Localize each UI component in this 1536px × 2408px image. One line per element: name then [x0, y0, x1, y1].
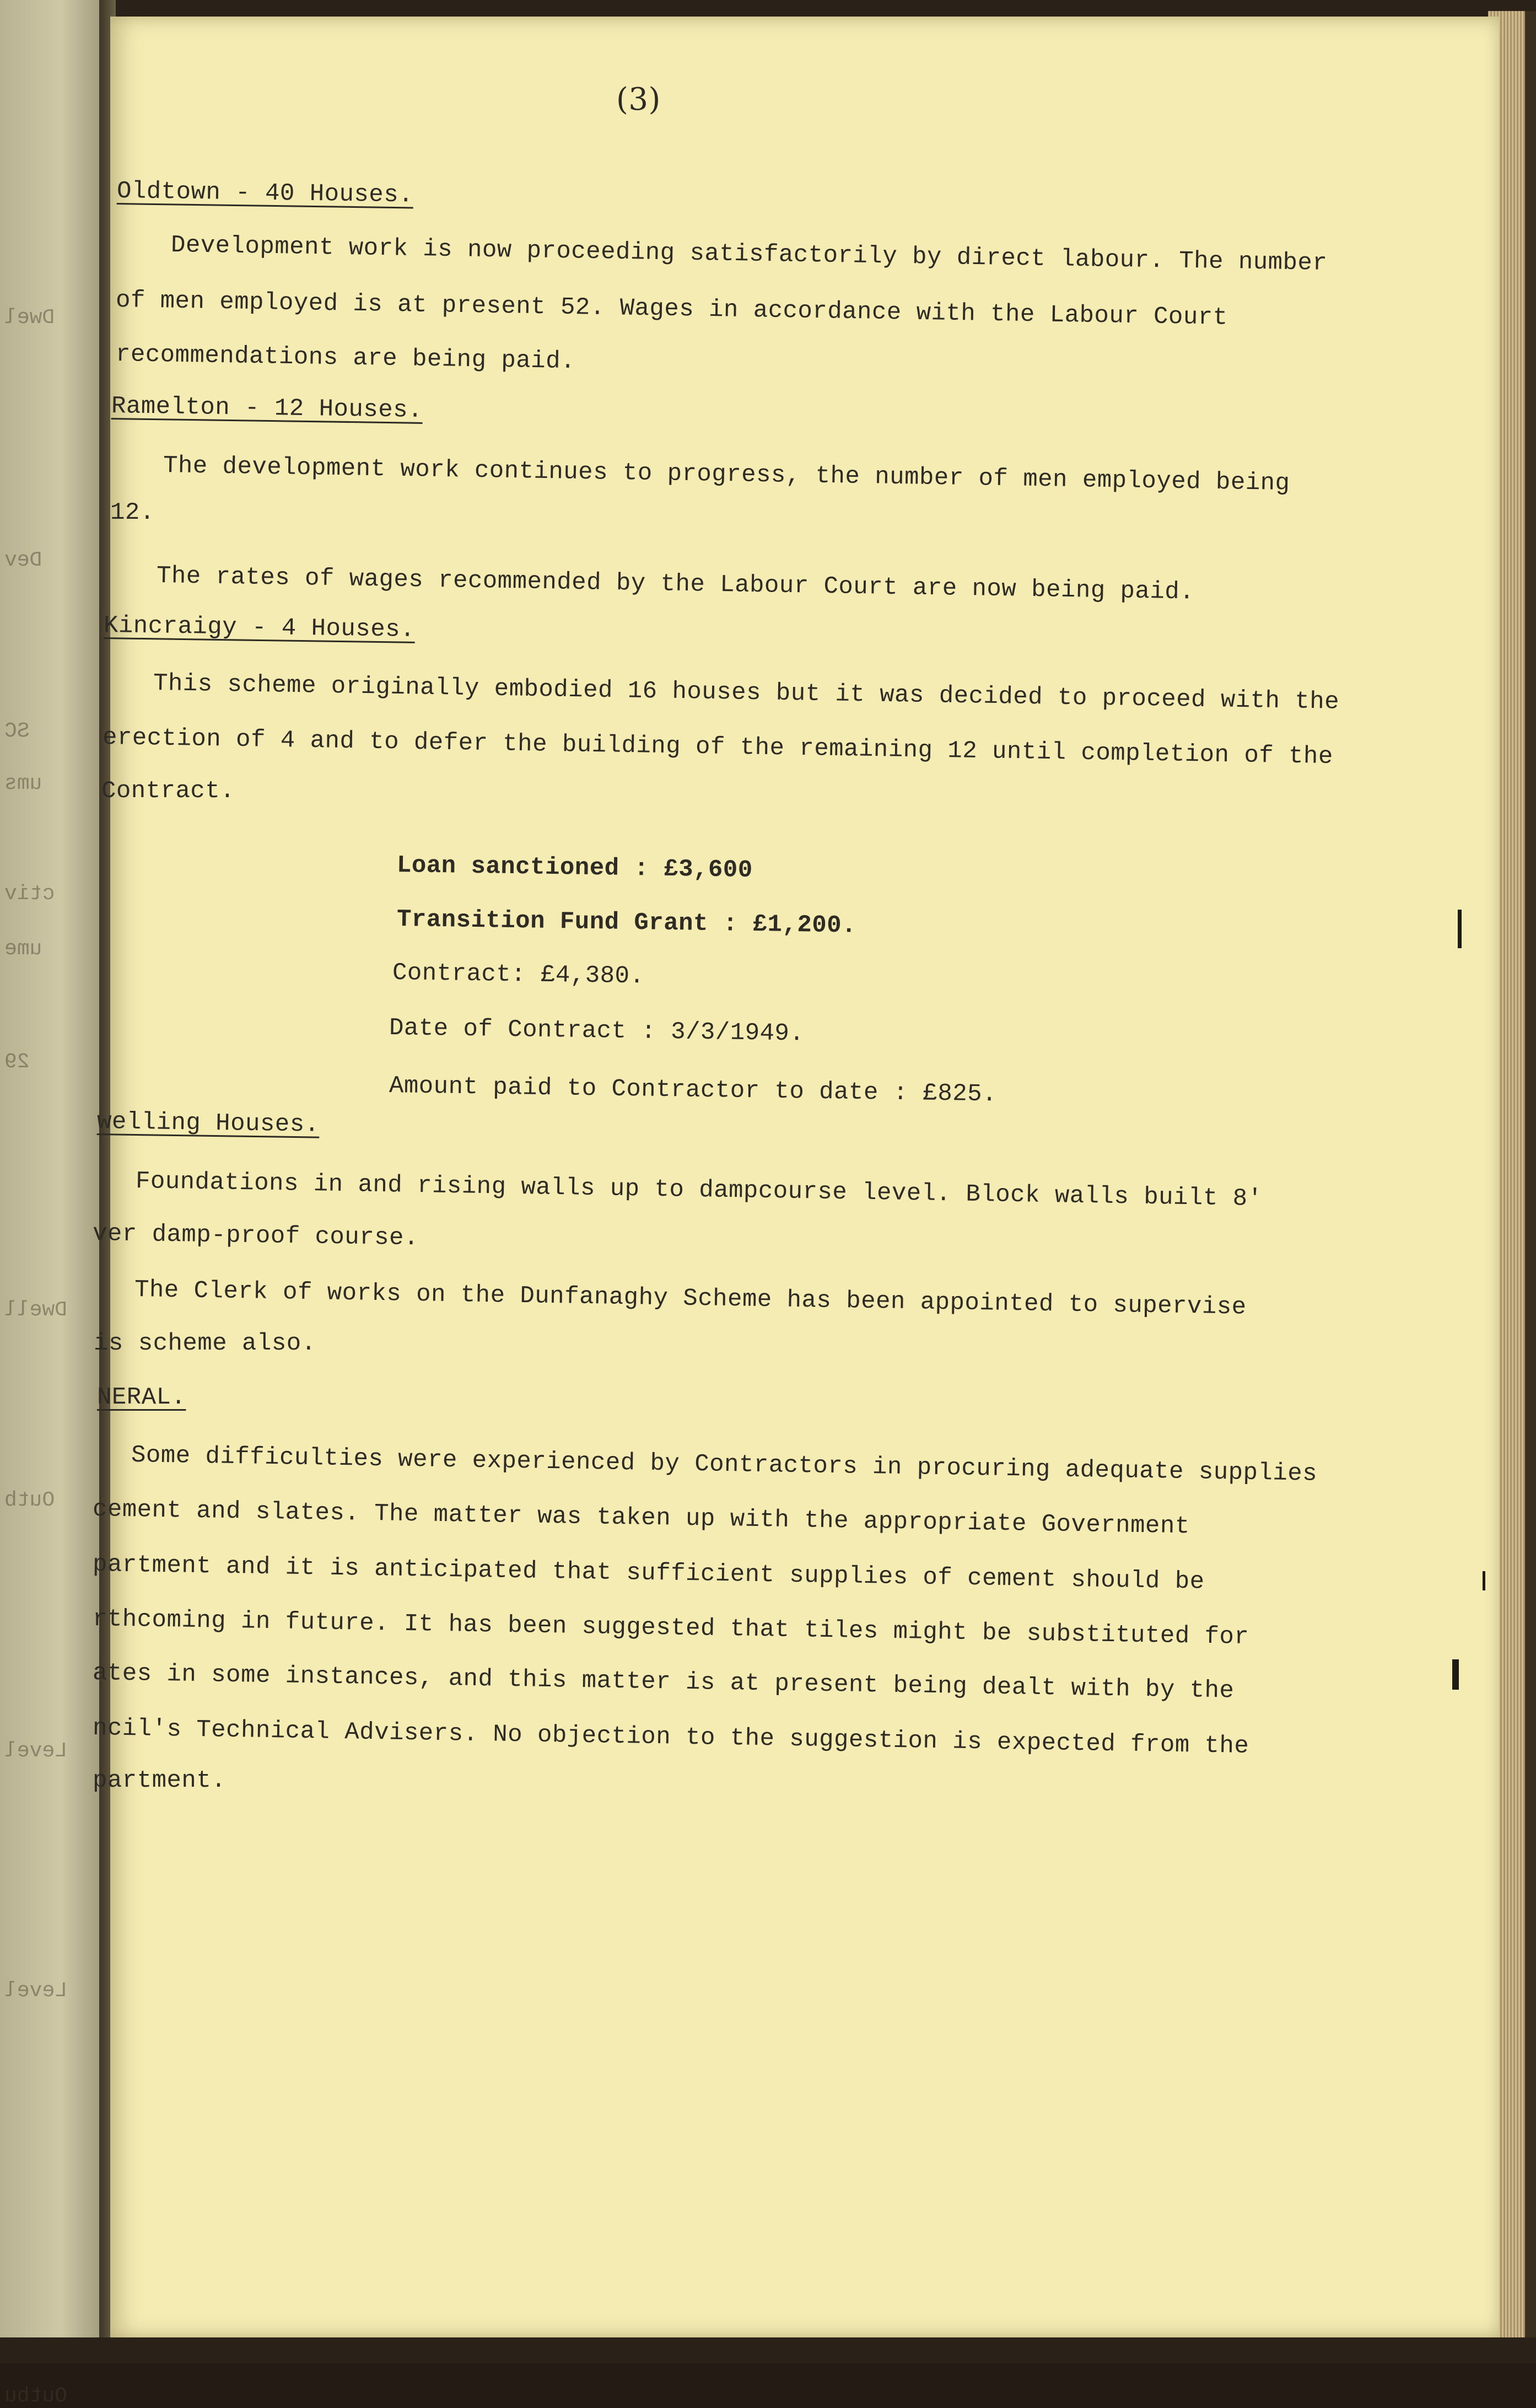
- body-line: Development work is now proceeding satisfactorily by direct labour. The number: [170, 232, 1328, 277]
- body-line: partment and it is anticipated that sufficient supplies of cement should be: [92, 1551, 1205, 1596]
- detail-amount-paid: Amount paid to Contractor to date : £825.: [389, 1072, 998, 1109]
- body-line: ncil's Technical Advisers. No objection to the suggestion is expected from the: [92, 1714, 1249, 1760]
- page-number: (3): [616, 82, 661, 117]
- detail-transition-grant: Transition Fund Grant : £1,200.: [396, 906, 857, 940]
- body-line: The development work continues to progress, the number of men employed being: [163, 452, 1290, 498]
- detail-contract: Contract: £4,380.: [392, 959, 645, 991]
- margin-mark: [1483, 1571, 1485, 1590]
- scan-bottom-border: [0, 2337, 1536, 2363]
- left-margin-fragment: SC: [4, 719, 30, 743]
- left-margin-fragment: Dwel: [4, 306, 55, 330]
- body-line: erection of 4 and to defer the building of the remaining 12 until completion of the: [102, 724, 1334, 771]
- margin-mark: [1452, 1659, 1459, 1690]
- left-margin-fragment: ums: [4, 772, 42, 796]
- left-margin-fragment: Outbu: [4, 2384, 68, 2408]
- left-margin-fragment: 29: [4, 1050, 30, 1074]
- body-line: is scheme also.: [94, 1330, 316, 1357]
- body-line: ates in some instances, and this matter is at present being dealt with by the: [92, 1659, 1235, 1705]
- body-line: This scheme originally embodied 16 houses but it was decided to proceed with the: [153, 670, 1340, 716]
- body-line: recommendations are being paid.: [115, 341, 576, 376]
- left-margin-fragment: Level: [4, 1979, 68, 2003]
- left-margin-fragment: ume: [4, 937, 42, 961]
- left-facing-page: [0, 0, 110, 2408]
- section-heading-oldtown: Oldtown - 40 Houses.: [116, 178, 414, 209]
- left-margin-fragment: Level: [4, 1739, 68, 1763]
- body-line: The Clerk of works on the Dunfanaghy Scheme has been appointed to supervise: [134, 1276, 1247, 1321]
- section-heading-kincraigy: Kincraigy - 4 Houses.: [103, 612, 416, 644]
- body-line: Foundations in and rising walls up to dampcourse level. Block walls built 8': [135, 1168, 1263, 1213]
- body-line: rthcoming in future. It has been suggested that tiles might be substituted for: [92, 1605, 1249, 1651]
- left-margin-fragment: Outb: [4, 1488, 55, 1512]
- body-line: ver damp-proof course.: [92, 1220, 419, 1253]
- margin-mark: [1458, 910, 1462, 948]
- left-margin-fragment: Dev: [4, 549, 42, 572]
- left-margin-fragment: ctiv: [4, 882, 55, 906]
- section-heading-dwelling-houses: welling Houses.: [96, 1108, 320, 1139]
- body-line: partment.: [93, 1767, 227, 1794]
- body-line: Contract.: [101, 777, 235, 805]
- body-line: Some difficulties were experienced by Contractors in procuring adequate supplies: [131, 1442, 1318, 1488]
- body-line: The rates of wages recommended by the Labour Court are now being paid.: [156, 562, 1195, 606]
- detail-loan-sanctioned: Loan sanctioned : £3,600: [396, 852, 753, 885]
- scan-top-border: [0, 0, 1536, 17]
- body-line: 12.: [110, 499, 155, 526]
- left-margin-fragment: Dwell: [4, 1298, 68, 1322]
- section-heading-general: NERAL.: [97, 1384, 186, 1411]
- section-heading-ramelton: Ramelton - 12 Houses.: [111, 393, 423, 424]
- body-line: of men employed is at present 52. Wages in accordance with the Labour Court: [115, 287, 1228, 332]
- body-line: cement and slates. The matter was taken up with the appropriate Government: [92, 1496, 1190, 1541]
- detail-date-of-contract: Date of Contract : 3/3/1949.: [389, 1014, 805, 1048]
